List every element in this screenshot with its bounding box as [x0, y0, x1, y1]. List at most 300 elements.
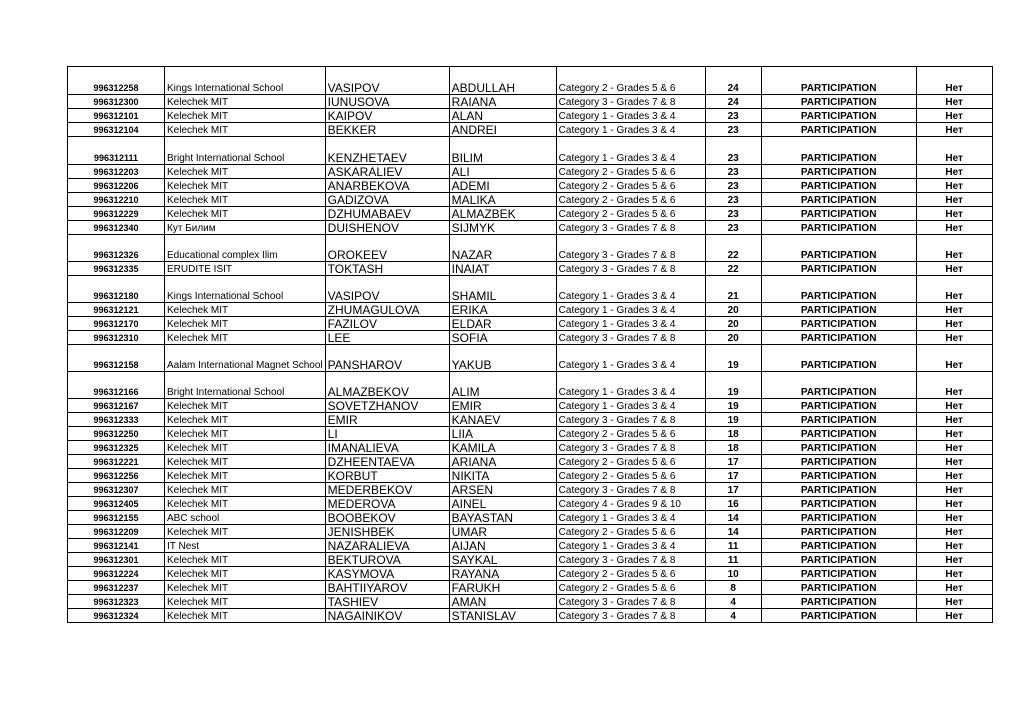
student-id-cell: 996312155	[68, 511, 165, 525]
flag-cell: Нет	[916, 165, 992, 179]
last-name-cell: ASKARALIEV	[325, 165, 449, 179]
table-row	[68, 595, 993, 609]
table-row	[68, 581, 993, 595]
student-id-cell: 996312325	[68, 441, 165, 455]
score-cell: 23	[705, 165, 761, 179]
last-name-cell: IMANALIEVA	[325, 441, 449, 455]
school-cell: Kelechek MIT	[165, 303, 326, 317]
first-name-cell: BILIM	[449, 137, 556, 165]
category-cell: Category 2 - Grades 5 & 6	[556, 67, 705, 95]
score-cell: 22	[705, 235, 761, 262]
student-id-cell: 996312300	[68, 95, 165, 109]
award-cell: PARTICIPATION	[761, 137, 916, 165]
student-id-cell: 996312324	[68, 609, 165, 623]
table-row	[68, 235, 993, 262]
school-cell: Kings International School	[165, 276, 326, 303]
last-name-cell: VASIPOV	[325, 67, 449, 95]
table-row	[68, 109, 993, 123]
award-cell: PARTICIPATION	[761, 331, 916, 345]
flag-cell: Нет	[916, 609, 992, 623]
student-id-cell: 996312323	[68, 595, 165, 609]
flag-cell: Нет	[916, 483, 992, 497]
table-row	[68, 525, 993, 539]
table-row	[68, 539, 993, 553]
table-row	[68, 67, 993, 95]
first-name-cell: KAMILA	[449, 441, 556, 455]
category-cell: Category 2 - Grades 5 & 6	[556, 179, 705, 193]
first-name-cell: ELDAR	[449, 317, 556, 331]
score-cell: 16	[705, 497, 761, 511]
first-name-cell: NIKITA	[449, 469, 556, 483]
last-name-cell: SOVETZHANOV	[325, 399, 449, 413]
school-cell: Kelechek MIT	[165, 317, 326, 331]
last-name-cell: TOKTASH	[325, 262, 449, 276]
score-cell: 23	[705, 221, 761, 235]
school-cell: Kelechek MIT	[165, 123, 326, 137]
student-id-cell: 996312101	[68, 109, 165, 123]
first-name-cell: SHAMIL	[449, 276, 556, 303]
student-id-cell: 996312310	[68, 331, 165, 345]
table-row	[68, 497, 993, 511]
flag-cell: Нет	[916, 553, 992, 567]
flag-cell: Нет	[916, 567, 992, 581]
category-cell: Category 1 - Grades 3 & 4	[556, 539, 705, 553]
score-cell: 23	[705, 137, 761, 165]
first-name-cell: ANDREI	[449, 123, 556, 137]
category-cell: Category 3 - Grades 7 & 8	[556, 331, 705, 345]
category-cell: Category 1 - Grades 3 & 4	[556, 345, 705, 372]
first-name-cell: BAYASTAN	[449, 511, 556, 525]
first-name-cell: AMAN	[449, 595, 556, 609]
award-cell: PARTICIPATION	[761, 193, 916, 207]
last-name-cell: KASYMOVA	[325, 567, 449, 581]
score-cell: 23	[705, 179, 761, 193]
first-name-cell: ADEMI	[449, 179, 556, 193]
score-cell: 11	[705, 539, 761, 553]
last-name-cell: IUNUSOVA	[325, 95, 449, 109]
first-name-cell: UMAR	[449, 525, 556, 539]
school-cell: Bright International School	[165, 137, 326, 165]
category-cell: Category 3 - Grades 7 & 8	[556, 595, 705, 609]
flag-cell: Нет	[916, 317, 992, 331]
last-name-cell: NAGAINIKOV	[325, 609, 449, 623]
award-cell: PARTICIPATION	[761, 609, 916, 623]
first-name-cell: ARSEN	[449, 483, 556, 497]
category-cell: Category 1 - Grades 3 & 4	[556, 123, 705, 137]
last-name-cell: TASHIEV	[325, 595, 449, 609]
school-cell: Kelechek MIT	[165, 483, 326, 497]
table-row	[68, 123, 993, 137]
last-name-cell: EMIR	[325, 413, 449, 427]
school-cell: Kelechek MIT	[165, 581, 326, 595]
score-cell: 23	[705, 123, 761, 137]
last-name-cell: DUISHENOV	[325, 221, 449, 235]
flag-cell: Нет	[916, 276, 992, 303]
flag-cell: Нет	[916, 109, 992, 123]
student-id-cell: 996312121	[68, 303, 165, 317]
school-cell: Kelechek MIT	[165, 95, 326, 109]
category-cell: Category 1 - Grades 3 & 4	[556, 511, 705, 525]
category-cell: Category 1 - Grades 3 & 4	[556, 109, 705, 123]
school-cell: Kelechek MIT	[165, 441, 326, 455]
first-name-cell: SIJMYK	[449, 221, 556, 235]
award-cell: PARTICIPATION	[761, 303, 916, 317]
student-id-cell: 996312333	[68, 413, 165, 427]
award-cell: PARTICIPATION	[761, 581, 916, 595]
flag-cell: Нет	[916, 497, 992, 511]
student-id-cell: 996312250	[68, 427, 165, 441]
last-name-cell: VASIPOV	[325, 276, 449, 303]
school-cell: Kelechek MIT	[165, 455, 326, 469]
school-cell: Kelechek MIT	[165, 331, 326, 345]
last-name-cell: ZHUMAGULOVA	[325, 303, 449, 317]
category-cell: Category 2 - Grades 5 & 6	[556, 193, 705, 207]
last-name-cell: KORBUT	[325, 469, 449, 483]
last-name-cell: BEKTUROVA	[325, 553, 449, 567]
school-cell: Aalam International Magnet School	[165, 345, 326, 372]
last-name-cell: BAHTIIYAROV	[325, 581, 449, 595]
student-id-cell: 996312206	[68, 179, 165, 193]
first-name-cell: ALMAZBEK	[449, 207, 556, 221]
student-id-cell: 996312307	[68, 483, 165, 497]
table-row	[68, 207, 993, 221]
first-name-cell: AINEL	[449, 497, 556, 511]
score-cell: 19	[705, 372, 761, 399]
school-cell: Kelechek MIT	[165, 609, 326, 623]
category-cell: Category 3 - Grades 7 & 8	[556, 262, 705, 276]
school-cell: Kelechek MIT	[165, 413, 326, 427]
student-id-cell: 996312405	[68, 497, 165, 511]
category-cell: Category 2 - Grades 5 & 6	[556, 525, 705, 539]
flag-cell: Нет	[916, 179, 992, 193]
school-cell: Kelechek MIT	[165, 179, 326, 193]
table-row	[68, 165, 993, 179]
last-name-cell: DZHEENTAEVA	[325, 455, 449, 469]
student-id-cell: 996312224	[68, 567, 165, 581]
award-cell: PARTICIPATION	[761, 455, 916, 469]
category-cell: Category 3 - Grades 7 & 8	[556, 441, 705, 455]
award-cell: PARTICIPATION	[761, 95, 916, 109]
table-row	[68, 345, 993, 372]
school-cell: Kelechek MIT	[165, 497, 326, 511]
school-cell: Kelechek MIT	[165, 553, 326, 567]
first-name-cell: FARUKH	[449, 581, 556, 595]
school-cell: Kelechek MIT	[165, 595, 326, 609]
award-cell: PARTICIPATION	[761, 317, 916, 331]
table-row	[68, 399, 993, 413]
first-name-cell: INAIAT	[449, 262, 556, 276]
first-name-cell: ERIKA	[449, 303, 556, 317]
category-cell: Category 4 - Grades 9 & 10	[556, 497, 705, 511]
table-row	[68, 413, 993, 427]
table-row	[68, 567, 993, 581]
school-cell: Kelechek MIT	[165, 399, 326, 413]
school-cell: Kelechek MIT	[165, 165, 326, 179]
student-id-cell: 996312237	[68, 581, 165, 595]
first-name-cell: ABDULLAH	[449, 67, 556, 95]
award-cell: PARTICIPATION	[761, 567, 916, 581]
table-row	[68, 137, 993, 165]
category-cell: Category 2 - Grades 5 & 6	[556, 455, 705, 469]
score-cell: 17	[705, 469, 761, 483]
flag-cell: Нет	[916, 193, 992, 207]
category-cell: Category 2 - Grades 5 & 6	[556, 469, 705, 483]
last-name-cell: OROKEEV	[325, 235, 449, 262]
first-name-cell: RAYANA	[449, 567, 556, 581]
first-name-cell: LIIA	[449, 427, 556, 441]
school-cell: Кут Билим	[165, 221, 326, 235]
award-cell: PARTICIPATION	[761, 497, 916, 511]
last-name-cell: LEE	[325, 331, 449, 345]
flag-cell: Нет	[916, 221, 992, 235]
flag-cell: Нет	[916, 539, 992, 553]
score-cell: 14	[705, 525, 761, 539]
flag-cell: Нет	[916, 399, 992, 413]
first-name-cell: MALIKA	[449, 193, 556, 207]
award-cell: PARTICIPATION	[761, 539, 916, 553]
school-cell: Kelechek MIT	[165, 469, 326, 483]
category-cell: Category 1 - Grades 3 & 4	[556, 276, 705, 303]
last-name-cell: BEKKER	[325, 123, 449, 137]
flag-cell: Нет	[916, 469, 992, 483]
award-cell: PARTICIPATION	[761, 427, 916, 441]
last-name-cell: JENISHBEK	[325, 525, 449, 539]
school-cell: Kelechek MIT	[165, 567, 326, 581]
school-cell: Bright International School	[165, 372, 326, 399]
table-row	[68, 372, 993, 399]
score-cell: 19	[705, 345, 761, 372]
score-cell: 21	[705, 276, 761, 303]
last-name-cell: MEDERBEKOV	[325, 483, 449, 497]
flag-cell: Нет	[916, 235, 992, 262]
award-cell: PARTICIPATION	[761, 276, 916, 303]
score-cell: 4	[705, 595, 761, 609]
first-name-cell: ARIANA	[449, 455, 556, 469]
last-name-cell: ALMAZBEKOV	[325, 372, 449, 399]
first-name-cell: NAZAR	[449, 235, 556, 262]
award-cell: PARTICIPATION	[761, 483, 916, 497]
flag-cell: Нет	[916, 303, 992, 317]
category-cell: Category 3 - Grades 7 & 8	[556, 235, 705, 262]
award-cell: PARTICIPATION	[761, 413, 916, 427]
table-row	[68, 179, 993, 193]
first-name-cell: EMIR	[449, 399, 556, 413]
score-cell: 22	[705, 262, 761, 276]
student-id-cell: 996312167	[68, 399, 165, 413]
student-id-cell: 996312210	[68, 193, 165, 207]
last-name-cell: KENZHETAEV	[325, 137, 449, 165]
table-row	[68, 95, 993, 109]
flag-cell: Нет	[916, 67, 992, 95]
score-cell: 23	[705, 193, 761, 207]
score-cell: 10	[705, 567, 761, 581]
table-row	[68, 276, 993, 303]
award-cell: PARTICIPATION	[761, 109, 916, 123]
first-name-cell: ALI	[449, 165, 556, 179]
table-row	[68, 441, 993, 455]
category-cell: Category 2 - Grades 5 & 6	[556, 581, 705, 595]
score-cell: 18	[705, 441, 761, 455]
student-id-cell: 996312256	[68, 469, 165, 483]
table-row	[68, 221, 993, 235]
table-row	[68, 303, 993, 317]
student-id-cell: 996312104	[68, 123, 165, 137]
first-name-cell: ALIM	[449, 372, 556, 399]
student-id-cell: 996312335	[68, 262, 165, 276]
score-cell: 23	[705, 207, 761, 221]
last-name-cell: MEDEROVA	[325, 497, 449, 511]
flag-cell: Нет	[916, 581, 992, 595]
table-row	[68, 455, 993, 469]
flag-cell: Нет	[916, 345, 992, 372]
first-name-cell: AIJAN	[449, 539, 556, 553]
first-name-cell: RAIANA	[449, 95, 556, 109]
table-row	[68, 427, 993, 441]
first-name-cell: STANISLAV	[449, 609, 556, 623]
flag-cell: Нет	[916, 427, 992, 441]
category-cell: Category 3 - Grades 7 & 8	[556, 483, 705, 497]
student-id-cell: 996312141	[68, 539, 165, 553]
award-cell: PARTICIPATION	[761, 399, 916, 413]
table-row	[68, 469, 993, 483]
category-cell: Category 1 - Grades 3 & 4	[556, 137, 705, 165]
student-id-cell: 996312158	[68, 345, 165, 372]
student-id-cell: 996312340	[68, 221, 165, 235]
category-cell: Category 2 - Grades 5 & 6	[556, 567, 705, 581]
flag-cell: Нет	[916, 413, 992, 427]
flag-cell: Нет	[916, 137, 992, 165]
school-cell: Kelechek MIT	[165, 207, 326, 221]
award-cell: PARTICIPATION	[761, 511, 916, 525]
award-cell: PARTICIPATION	[761, 525, 916, 539]
award-cell: PARTICIPATION	[761, 179, 916, 193]
score-cell: 19	[705, 413, 761, 427]
table-row	[68, 511, 993, 525]
flag-cell: Нет	[916, 525, 992, 539]
score-cell: 4	[705, 609, 761, 623]
category-cell: Category 1 - Grades 3 & 4	[556, 317, 705, 331]
category-cell: Category 3 - Grades 7 & 8	[556, 553, 705, 567]
student-id-cell: 996312111	[68, 137, 165, 165]
flag-cell: Нет	[916, 123, 992, 137]
award-cell: PARTICIPATION	[761, 207, 916, 221]
results-table	[67, 66, 993, 623]
last-name-cell: BOOBEKOV	[325, 511, 449, 525]
award-cell: PARTICIPATION	[761, 123, 916, 137]
school-cell: Kelechek MIT	[165, 109, 326, 123]
student-id-cell: 996312326	[68, 235, 165, 262]
flag-cell: Нет	[916, 331, 992, 345]
student-id-cell: 996312221	[68, 455, 165, 469]
school-cell: IT Nest	[165, 539, 326, 553]
school-cell: ERUDITE ISIT	[165, 262, 326, 276]
category-cell: Category 3 - Grades 7 & 8	[556, 95, 705, 109]
school-cell: Kelechek MIT	[165, 193, 326, 207]
award-cell: PARTICIPATION	[761, 221, 916, 235]
last-name-cell: PANSHAROV	[325, 345, 449, 372]
score-cell: 23	[705, 109, 761, 123]
student-id-cell: 996312166	[68, 372, 165, 399]
category-cell: Category 2 - Grades 5 & 6	[556, 207, 705, 221]
flag-cell: Нет	[916, 511, 992, 525]
award-cell: PARTICIPATION	[761, 262, 916, 276]
award-cell: PARTICIPATION	[761, 553, 916, 567]
flag-cell: Нет	[916, 441, 992, 455]
flag-cell: Нет	[916, 455, 992, 469]
award-cell: PARTICIPATION	[761, 441, 916, 455]
award-cell: PARTICIPATION	[761, 595, 916, 609]
first-name-cell: KANAEV	[449, 413, 556, 427]
award-cell: PARTICIPATION	[761, 235, 916, 262]
award-cell: PARTICIPATION	[761, 67, 916, 95]
flag-cell: Нет	[916, 372, 992, 399]
school-cell: ABC school	[165, 511, 326, 525]
table-body	[68, 67, 993, 623]
student-id-cell: 996312301	[68, 553, 165, 567]
last-name-cell: KAIPOV	[325, 109, 449, 123]
score-cell: 14	[705, 511, 761, 525]
school-cell: Kelechek MIT	[165, 525, 326, 539]
table-row	[68, 193, 993, 207]
score-cell: 20	[705, 331, 761, 345]
student-id-cell: 996312229	[68, 207, 165, 221]
flag-cell: Нет	[916, 262, 992, 276]
first-name-cell: SAYKAL	[449, 553, 556, 567]
award-cell: PARTICIPATION	[761, 372, 916, 399]
table-row	[68, 609, 993, 623]
score-cell: 18	[705, 427, 761, 441]
flag-cell: Нет	[916, 207, 992, 221]
student-id-cell: 996312209	[68, 525, 165, 539]
first-name-cell: SOFIA	[449, 331, 556, 345]
student-id-cell: 996312170	[68, 317, 165, 331]
category-cell: Category 2 - Grades 5 & 6	[556, 427, 705, 441]
category-cell: Category 2 - Grades 5 & 6	[556, 165, 705, 179]
score-cell: 24	[705, 67, 761, 95]
score-cell: 24	[705, 95, 761, 109]
table-row	[68, 331, 993, 345]
award-cell: PARTICIPATION	[761, 469, 916, 483]
table-row	[68, 483, 993, 497]
category-cell: Category 1 - Grades 3 & 4	[556, 303, 705, 317]
score-cell: 20	[705, 303, 761, 317]
award-cell: PARTICIPATION	[761, 165, 916, 179]
school-cell: Kings International School	[165, 67, 326, 95]
last-name-cell: FAZILOV	[325, 317, 449, 331]
score-cell: 8	[705, 581, 761, 595]
table-row	[68, 262, 993, 276]
first-name-cell: ALAN	[449, 109, 556, 123]
school-cell: Educational complex Ilim	[165, 235, 326, 262]
last-name-cell: LI	[325, 427, 449, 441]
student-id-cell: 996312203	[68, 165, 165, 179]
score-cell: 17	[705, 483, 761, 497]
last-name-cell: DZHUMABAEV	[325, 207, 449, 221]
school-cell: Kelechek MIT	[165, 427, 326, 441]
table-row	[68, 317, 993, 331]
table-row	[68, 553, 993, 567]
last-name-cell: GADIZOVA	[325, 193, 449, 207]
student-id-cell: 996312258	[68, 67, 165, 95]
score-cell: 19	[705, 399, 761, 413]
award-cell: PARTICIPATION	[761, 345, 916, 372]
category-cell: Category 3 - Grades 7 & 8	[556, 413, 705, 427]
student-id-cell: 996312180	[68, 276, 165, 303]
score-cell: 17	[705, 455, 761, 469]
first-name-cell: YAKUB	[449, 345, 556, 372]
last-name-cell: ANARBEKOVA	[325, 179, 449, 193]
last-name-cell: NAZARALIEVA	[325, 539, 449, 553]
